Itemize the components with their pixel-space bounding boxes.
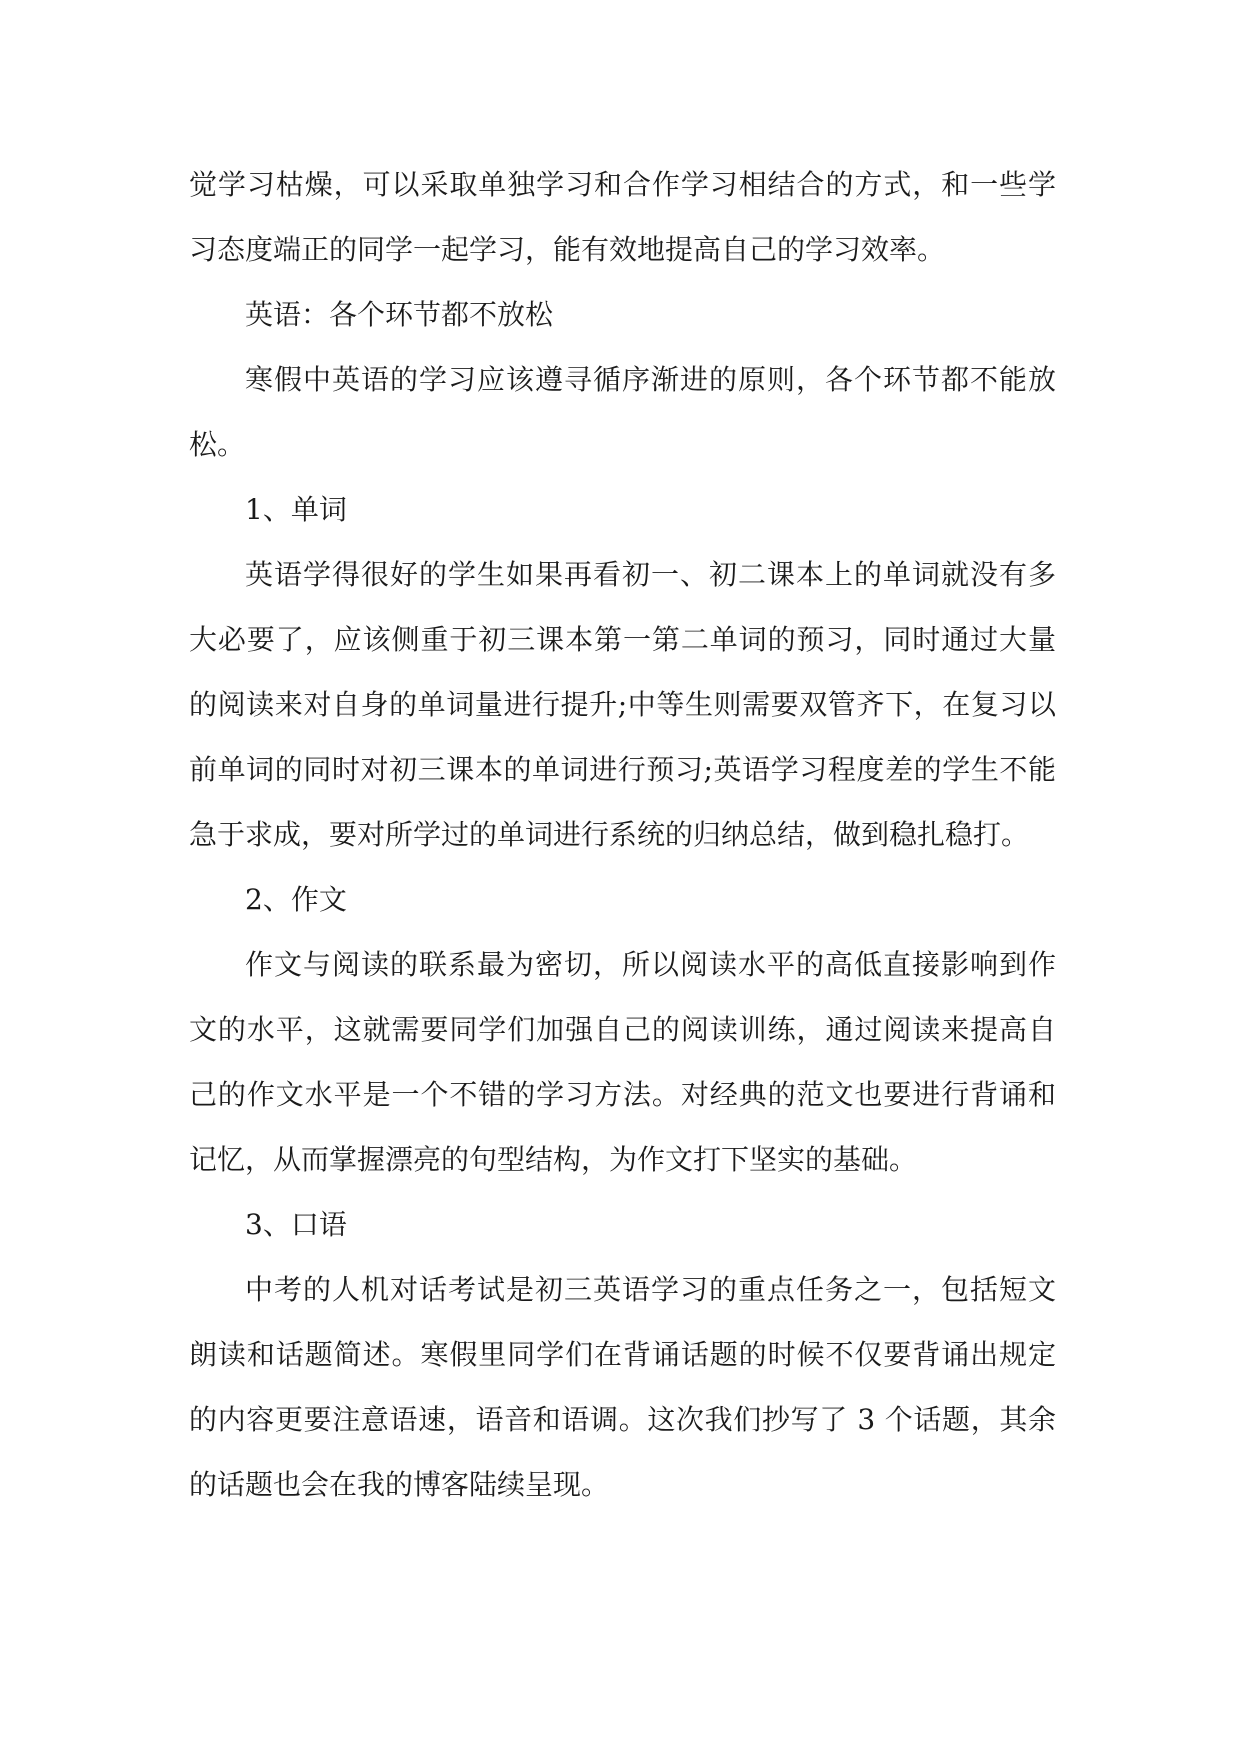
section-heading-english: 英语：各个环节都不放松 — [245, 298, 554, 331]
subheading-composition: 2、作文 — [245, 883, 347, 916]
paragraph-composition: 作文与阅读的联系最为密切，所以阅读水平的高低直接影响到作文的水平，这就需要同学们加强自己的阅读训练，通过阅读来提高自己的作文水平是一个不错的学习方法。对经典的范文也要进行背诵和记忆，从而掌握漂亮的句型结构，为作文打下坚实的基础。 — [189, 948, 1056, 1176]
subheading-vocabulary: 1、单词 — [245, 493, 347, 526]
subheading-speaking: 3、口语 — [245, 1208, 347, 1241]
paragraph-vocabulary: 英语学得很好的学生如果再看初一、初二课本上的单词就没有多大必要了，应该侧重于初三课本第一第二单词的预习，同时通过大量的阅读来对自身的单词量进行提升;中等生则需要双管齐下，在复习以前单词的同时对初三课本的单词进行预习;英语学习程度差的学生不能急于求成，要对所学过的单词进行系统的归纳总结，做到稳扎稳打。 — [189, 558, 1056, 851]
paragraph-english-intro: 寒假中英语的学习应该遵寻循序渐进的原则，各个环节都不能放松。 — [189, 363, 1056, 461]
paragraph-speaking: 中考的人机对话考试是初三英语学习的重点任务之一，包括短文朗读和话题简述。寒假里同学们在背诵话题的时候不仅要背诵出规定的内容更要注意语速，语音和语调。这次我们抄写了 3 个话题，其余的话题也会在我的博客陆续呈现。 — [189, 1273, 1056, 1501]
document-body — [189, 152, 1056, 1517]
paragraph-continuation: 觉学习枯燥，可以采取单独学习和合作学习相结合的方式，和一些学习态度端正的同学一起学习，能有效地提高自己的学习效率。 — [189, 168, 1056, 266]
